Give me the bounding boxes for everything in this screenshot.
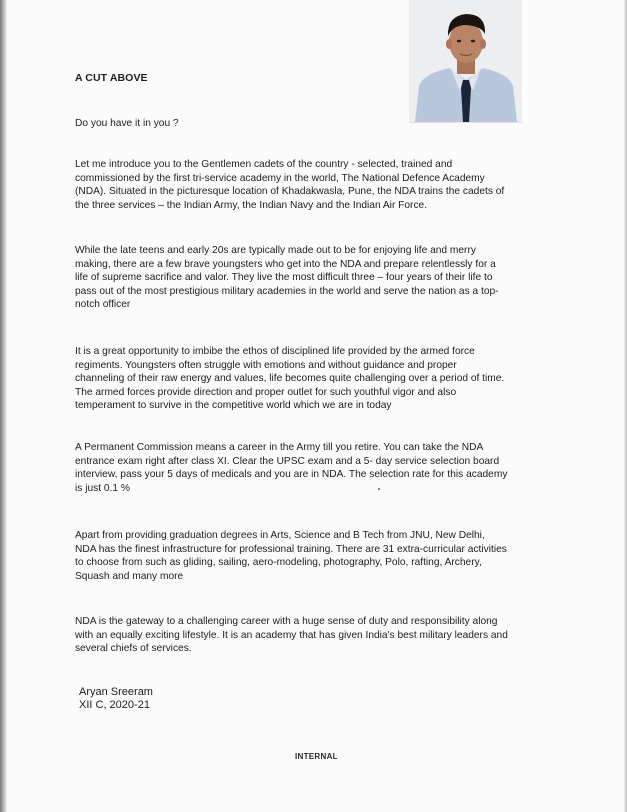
paragraph-youngsters bbox=[75, 244, 575, 312]
paragraph-opportunity bbox=[75, 345, 575, 413]
paragraph-line: with an equally exciting lifestyle. It is an academy that has given India's best military leaders and bbox=[75, 629, 508, 641]
paragraph-commission bbox=[75, 441, 575, 495]
paragraph-line: A Permanent Commission means a career in the Army till you retire. You can take the NDA bbox=[75, 442, 484, 453]
paragraph-line: channeling of their raw energy and values, life becomes quite challenging over a period of time. bbox=[75, 373, 505, 385]
paragraph-line: notch officer bbox=[75, 299, 131, 311]
speck-mark bbox=[378, 488, 380, 490]
paragraph-line: temperament to survive in the competitive world which we are in today bbox=[75, 400, 392, 412]
paragraph-line: to choose from such as gliding, sailing, aero-modeling, photography, Polo, rafting, Archery, bbox=[75, 557, 482, 569]
paragraph-line: NDA has the finest infrastructure for professional training. There are 31 extra-curricular activities bbox=[75, 543, 507, 555]
author-photo bbox=[409, 0, 522, 123]
classification-label: INTERNAL bbox=[295, 752, 338, 761]
author-photo-image bbox=[409, 0, 522, 122]
paragraph-line: is just 0.1 % bbox=[75, 482, 130, 494]
paragraph-introduction bbox=[75, 158, 575, 212]
paragraph-line: several chiefs of services. bbox=[75, 643, 192, 655]
article-title: A CUT ABOVE bbox=[75, 72, 148, 84]
paragraph-line: Apart from providing graduation degrees in Arts, Science and B Tech from JNU, New Delhi, bbox=[75, 530, 485, 541]
paragraph-line: commissioned by the first tri-service academy in the world, The National Defence Academy bbox=[75, 172, 485, 184]
paragraph-line: making, there are a few brave youngsters who get into the NDA and prepare relentlessly for a bbox=[75, 258, 496, 270]
paragraph-line: (NDA). Situated in the picturesque location of Khadakwasla, Pune, the NDA trains the cadets of bbox=[75, 186, 505, 198]
article-question: Do you have it in you ? bbox=[75, 118, 179, 129]
paragraph-line: NDA is the gateway to a challenging career with a huge sense of duty and responsibility along bbox=[75, 616, 498, 627]
author-signature bbox=[79, 686, 153, 712]
paragraph-line: pass out of the most prestigious military academies in the world and serve the nation as a top- bbox=[75, 285, 499, 297]
paragraph-line: entrance exam right after class XI. Clear the UPSC exam and a 5- day service selection board bbox=[75, 455, 500, 467]
paragraph-gateway bbox=[75, 615, 575, 656]
paragraph-line: regiments. Youngsters often struggle with emotions and without guidance and proper bbox=[75, 359, 457, 371]
paragraph-line: the three services – the Indian Army, the Indian Navy and the Indian Air Force. bbox=[75, 199, 428, 211]
paragraph-infrastructure bbox=[75, 529, 575, 583]
paragraph-line: Squash and many more bbox=[75, 570, 184, 582]
paragraph-line: Let me introduce you to the Gentlemen cadets of the country - selected, trained and bbox=[75, 159, 453, 170]
paragraph-line: life of supreme sacrifice and valor. They live the most difficult three – four years of their life to bbox=[75, 272, 493, 284]
paragraph-line: The armed forces provide direction and proper outlet for such youthful vigor and also bbox=[75, 386, 457, 398]
author-class: XII C, 2020-21 bbox=[79, 699, 150, 711]
paragraph-line: It is a great opportunity to imbibe the ethos of disciplined life provided by the armed force bbox=[75, 346, 475, 357]
paragraph-line: interview, pass your 5 days of medicals and you are in NDA. The selection rate for this academy bbox=[75, 469, 508, 481]
scan-left-edge bbox=[0, 0, 7, 812]
paragraph-line: While the late teens and early 20s are typically made out to be for enjoying life and merry bbox=[75, 245, 476, 256]
author-name: Aryan Sreeram bbox=[79, 686, 153, 698]
